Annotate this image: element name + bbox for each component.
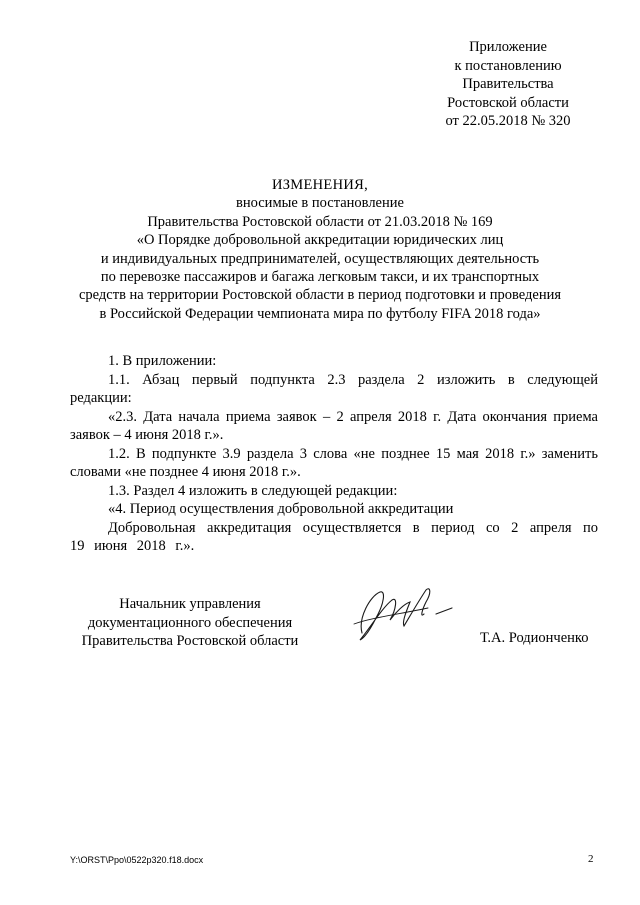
title-line: вносимые в постановление	[236, 195, 404, 212]
page-number: 2	[588, 853, 594, 865]
title-line: Правительства Ростовской области от 21.03.2018 № 169	[147, 213, 493, 230]
title-line: «О Порядке добровольной аккредитации юридических лиц	[136, 232, 504, 249]
document-title-block	[60, 176, 580, 323]
title-line: и индивидуальных предпринимателей, осуществляющих деятельность	[100, 250, 540, 267]
position-line: документационного обеспечения	[87, 614, 293, 631]
position-line: Начальник управления	[119, 596, 261, 612]
document-body	[70, 352, 598, 556]
appendix-line: к постановлению	[454, 57, 562, 74]
title-line: по перевозке пассажиров и багажа легковым такси, и их транспортных	[100, 269, 540, 286]
appendix-line: Правительства	[462, 76, 554, 92]
appendix-line: Ростовской области	[447, 94, 569, 111]
paragraph-1-3: 1.3. Раздел 4 изложить в следующей редакции:	[108, 482, 398, 499]
document-title: ИЗМЕНЕНИЯ,	[271, 177, 369, 193]
paragraph-1: 1. В приложении:	[108, 353, 217, 369]
paragraph-quote-2-3: «2.3. Дата начала приема заявок – 2 апреля 2018 г. Дата окончания приема заявок – 4 июня 2018 г.».	[70, 408, 598, 443]
appendix-header	[420, 38, 596, 131]
paragraph-1-2: 1.2. В подпункте 3.9 раздела 3 слова «не позднее 15 мая 2018 г.» заменить словами «не позднее 4 июня 2018 г.».	[70, 445, 598, 480]
footer-file-path: Y:\ORST\Ppo\0522p320.f18.docx	[70, 855, 204, 865]
paragraph-accreditation-period: Добровольная аккредитация осуществляется в период со 2 апреля по 19 июня 2018 г.».	[70, 519, 598, 554]
signatory-position	[70, 595, 310, 651]
signatory-name: Т.А. Родионченко	[480, 630, 589, 646]
paragraph-1-1: 1.1. Абзац первый подпункта 2.3 раздела 2 изложить в следующей редакции:	[70, 371, 598, 406]
position-line: Правительства Ростовской области	[81, 633, 299, 649]
title-line: в Российской Федерации чемпионата мира по футболу FIFA 2018 года»	[99, 305, 541, 322]
paragraph-quote-4: «4. Период осуществления добровольной аккредитации	[108, 501, 454, 517]
appendix-line: от 22.05.2018 № 320	[445, 113, 571, 129]
appendix-line: Приложение	[469, 39, 547, 55]
title-line: средств на территории Ростовской области в период подготовки и проведения	[78, 287, 562, 304]
handwritten-signature	[340, 578, 460, 648]
